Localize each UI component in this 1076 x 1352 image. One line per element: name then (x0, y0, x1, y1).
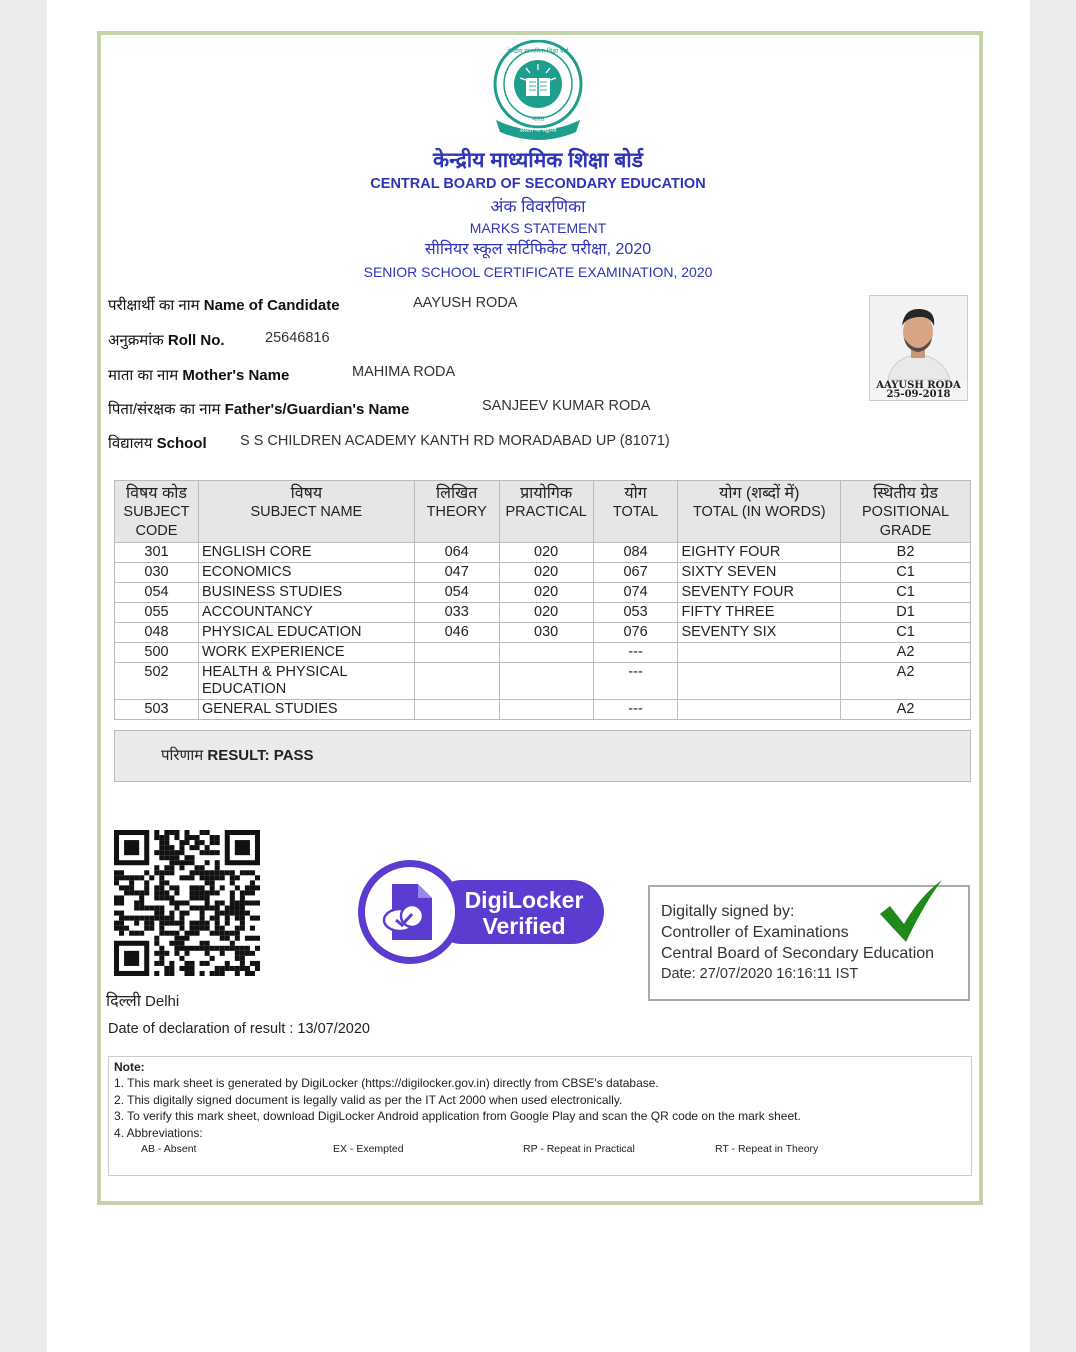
digilocker-line1: DigiLocker (464, 887, 584, 913)
table-row (115, 603, 971, 623)
father-name-value: SANJEEV KUMAR RODA (482, 398, 651, 414)
subject-name-cell: WORK EXPERIENCE (198, 643, 414, 663)
abbreviation-exempted: EX - Exempted (333, 1143, 404, 1155)
declaration-date: Date of declaration of result : 13/07/2020 (108, 1021, 370, 1037)
marks-table-header (115, 481, 971, 543)
practical-cell: 020 (499, 563, 593, 583)
board-name-english: CENTRAL BOARD OF SECONDARY EDUCATION (370, 176, 706, 192)
logo-motto-text: असतो मा सद्गमय (519, 127, 557, 134)
logo-bharat-text: भारत (531, 115, 545, 123)
practical-cell (499, 663, 593, 700)
candidate-photo (869, 295, 968, 401)
total-cell: 067 (593, 563, 678, 583)
subject-name-cell: HEALTH & PHYSICAL EDUCATION (198, 663, 414, 700)
subject-code-cell: 054 (115, 583, 199, 603)
total-words-cell (678, 700, 841, 720)
subject-name-cell: ACCOUNTANCY (198, 603, 414, 623)
father-name-label: पिता/संरक्षक का नाम Father's/Guardian's Name (108, 401, 410, 418)
note-item: 4. Abbreviations: (114, 1126, 203, 1140)
header-total: योग TOTAL (593, 481, 678, 543)
digilocker-verified-badge (356, 858, 608, 966)
signature-line1: Digitally signed by: (661, 903, 795, 920)
table-row (115, 663, 971, 700)
header-subject-name: विषय SUBJECT NAME (198, 481, 414, 543)
total-cell: --- (593, 663, 678, 700)
subject-name-cell: BUSINESS STUDIES (198, 583, 414, 603)
theory-cell: 047 (414, 563, 499, 583)
exam-name-english: SENIOR SCHOOL CERTIFICATE EXAMINATION, 2020 (363, 264, 713, 280)
signature-line4: Date: 27/07/2020 16:16:11 IST (661, 966, 859, 982)
total-words-cell: FIFTY THREE (678, 603, 841, 623)
table-row (115, 643, 971, 663)
portrait-image (870, 296, 967, 380)
candidate-name-value: AAYUSH RODA (413, 295, 518, 311)
roll-number-value: 25646816 (265, 330, 330, 346)
subject-name-cell: PHYSICAL EDUCATION (198, 623, 414, 643)
practical-cell: 020 (499, 603, 593, 623)
total-cell: --- (593, 643, 678, 663)
statement-english: MARKS STATEMENT (469, 220, 607, 236)
grade-cell: C1 (841, 563, 971, 583)
place-label: दिल्ली Delhi (106, 993, 180, 1010)
exam-name-hindi: सीनियर स्कूल सर्टिफिकेट परीक्षा, 2020 (424, 241, 652, 258)
theory-cell (414, 663, 499, 700)
grade-cell: A2 (841, 700, 971, 720)
statement-hindi: अंक विवरणिका (490, 197, 586, 216)
theory-cell: 033 (414, 603, 499, 623)
marks-table (114, 480, 971, 720)
header-total-in-words: योग (शब्दों में) TOTAL (IN WORDS) (678, 481, 841, 543)
theory-cell (414, 643, 499, 663)
header-practical: प्रायोगिक PRACTICAL (499, 481, 593, 543)
notes-box (108, 1056, 972, 1176)
photo-caption-date: 25-09-2018 (886, 389, 951, 400)
subject-code-cell: 500 (115, 643, 199, 663)
subject-code-cell: 301 (115, 543, 199, 563)
subject-code-cell: 502 (115, 663, 199, 700)
grade-cell: B2 (841, 543, 971, 563)
subject-name-cell: GENERAL STUDIES (198, 700, 414, 720)
abbreviation-repeat-theory: RT - Repeat in Theory (715, 1143, 819, 1155)
notes-title: Note: (114, 1060, 145, 1074)
table-row (115, 543, 971, 563)
signature-line3: Central Board of Secondary Education (661, 945, 935, 962)
signature-line2: Controller of Examinations (661, 924, 849, 941)
theory-cell: 054 (414, 583, 499, 603)
note-item: 1. This mark sheet is generated by DigiLocker (https://digilocker.gov.in) directly from CBSE's database. (114, 1076, 659, 1090)
subject-code-cell: 030 (115, 563, 199, 583)
practical-cell: 030 (499, 623, 593, 643)
practical-cell (499, 700, 593, 720)
abbreviation-absent: AB - Absent (141, 1143, 197, 1155)
total-words-cell: SEVENTY FOUR (678, 583, 841, 603)
mother-name-label: माता का नाम Mother's Name (108, 367, 290, 384)
total-words-cell: EIGHTY FOUR (678, 543, 841, 563)
total-words-cell (678, 663, 841, 700)
practical-cell: 020 (499, 543, 593, 563)
total-cell: 074 (593, 583, 678, 603)
header-subject-code: विषय कोड SUBJECT CODE (115, 481, 199, 543)
board-name-hindi: केन्द्रीय माध्यमिक शिक्षा बोर्ड (433, 149, 643, 172)
subject-code-cell: 503 (115, 700, 199, 720)
total-words-cell (678, 643, 841, 663)
total-cell: --- (593, 700, 678, 720)
checkmark-icon (876, 876, 946, 946)
total-cell: 084 (593, 543, 678, 563)
total-cell: 076 (593, 623, 678, 643)
table-row (115, 583, 971, 603)
qr-code[interactable] (114, 830, 260, 976)
total-words-cell: SEVENTY SIX (678, 623, 841, 643)
grade-cell: C1 (841, 583, 971, 603)
mother-name-value: MAHIMA RODA (352, 364, 456, 380)
grade-cell: A2 (841, 663, 971, 700)
result-text: परिणाम RESULT: PASS (161, 747, 314, 764)
header-theory: लिखित THEORY (414, 481, 499, 543)
total-words-cell: SIXTY SEVEN (678, 563, 841, 583)
table-row (115, 563, 971, 583)
theory-cell: 046 (414, 623, 499, 643)
practical-cell (499, 643, 593, 663)
subject-name-cell: ECONOMICS (198, 563, 414, 583)
abbreviation-repeat-practical: RP - Repeat in Practical (523, 1143, 635, 1155)
photo-caption-name: AAYUSH RODA (876, 380, 961, 391)
cbse-logo (490, 40, 586, 140)
candidate-name-label: परीक्षार्थी का नाम Name of Candidate (108, 297, 340, 314)
roll-number-label: अनुक्रमांक Roll No. (108, 332, 225, 349)
result-box (114, 730, 971, 782)
digilocker-line2: Verified (482, 913, 566, 939)
theory-cell: 064 (414, 543, 499, 563)
grade-cell: A2 (841, 643, 971, 663)
practical-cell: 020 (499, 583, 593, 603)
header-positional-grade: स्थितीय ग्रेड POSITIONAL GRADE (841, 481, 971, 543)
table-row (115, 700, 971, 720)
table-row (115, 623, 971, 643)
subject-code-cell: 048 (115, 623, 199, 643)
logo-ring-text: केन्द्रीय माध्यमिक शिक्षा बोर्ड (507, 48, 569, 55)
note-item: 2. This digitally signed document is legally valid as per the IT Act 2000 when used electronically. (114, 1093, 623, 1107)
note-item: 3. To verify this mark sheet, download DigiLocker Android application from Google Play and scan the QR code on the mark sheet. (114, 1109, 801, 1123)
subject-code-cell: 055 (115, 603, 199, 623)
subject-name-cell: ENGLISH CORE (198, 543, 414, 563)
school-label: विद्यालय School (108, 435, 207, 452)
theory-cell (414, 700, 499, 720)
total-cell: 053 (593, 603, 678, 623)
grade-cell: C1 (841, 623, 971, 643)
grade-cell: D1 (841, 603, 971, 623)
school-value: S S CHILDREN ACADEMY KANTH RD MORADABAD UP (81071) (240, 433, 670, 449)
